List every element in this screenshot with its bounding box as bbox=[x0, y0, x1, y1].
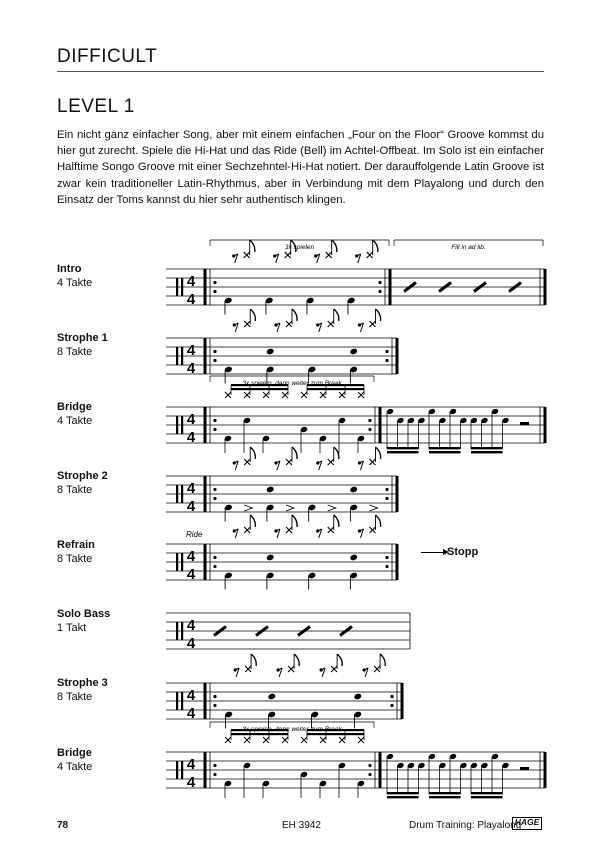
note-beam bbox=[429, 451, 461, 453]
accent-mark bbox=[369, 505, 377, 511]
percussion-clef bbox=[181, 692, 183, 710]
repeat-dot bbox=[368, 428, 371, 431]
note-beam bbox=[429, 447, 461, 449]
section-label-intro: Intro 4 Takte bbox=[57, 263, 93, 289]
staff-strophe-3 bbox=[166, 654, 402, 729]
note-flag bbox=[334, 447, 339, 459]
repeat-dot bbox=[213, 556, 216, 559]
snare-drum-note bbox=[353, 693, 362, 701]
time-signature-top: 4 bbox=[186, 342, 196, 359]
snare-drum-note bbox=[266, 554, 275, 562]
repeat-bracket bbox=[210, 240, 389, 251]
note-flag bbox=[292, 447, 297, 459]
note-beam bbox=[307, 733, 364, 735]
time-signature-bottom: 4 bbox=[186, 705, 196, 722]
repeat-dot bbox=[213, 290, 216, 293]
time-signature-top: 4 bbox=[186, 480, 196, 497]
percussion-clef bbox=[176, 278, 178, 296]
note-flag bbox=[373, 240, 378, 252]
staff-refrain bbox=[166, 505, 397, 590]
repeat-dot bbox=[213, 695, 216, 698]
eighth-rest bbox=[232, 254, 235, 257]
time-signature-top: 4 bbox=[186, 273, 196, 290]
note-flag bbox=[294, 654, 299, 666]
section-label-bridge-2: Bridge 4 Takte bbox=[57, 747, 93, 773]
note-flag bbox=[337, 654, 342, 666]
section-label-strophe-2: Strophe 2 8 Takte bbox=[57, 470, 108, 496]
section-label-refrain: Refrain 8 Takte bbox=[57, 539, 95, 565]
note-flag bbox=[334, 515, 339, 527]
snare-drum-note bbox=[349, 348, 358, 356]
publisher-logo: HAGE bbox=[512, 817, 542, 830]
section-heading: DIFFICULT bbox=[57, 46, 158, 67]
repeat-dot bbox=[385, 556, 388, 559]
note-beam bbox=[231, 733, 288, 735]
note-flag bbox=[250, 447, 255, 459]
time-signature-bottom: 4 bbox=[186, 360, 196, 377]
note-flag bbox=[375, 515, 380, 527]
repeat-dot bbox=[213, 428, 216, 431]
time-signature-top: 4 bbox=[186, 411, 196, 428]
section-label-strophe-1: Strophe 1 8 Takte bbox=[57, 332, 108, 358]
time-signature-bottom: 4 bbox=[186, 635, 196, 652]
staff-bridge-2 bbox=[166, 729, 545, 798]
repeat-dot bbox=[213, 488, 216, 491]
percussion-clef bbox=[181, 622, 183, 640]
time-signature-bottom: 4 bbox=[186, 498, 196, 515]
catalog-code: EH 3942 bbox=[282, 820, 321, 831]
note-flag bbox=[334, 309, 339, 321]
percussion-clef bbox=[176, 692, 178, 710]
percussion-clef bbox=[176, 347, 178, 365]
repeat-dot bbox=[213, 764, 216, 767]
bracket-label: 3x spielen bbox=[284, 244, 315, 251]
repeat-dot bbox=[213, 281, 216, 284]
repeat-dot bbox=[390, 704, 393, 707]
time-signature-top: 4 bbox=[186, 756, 196, 773]
percussion-clef bbox=[181, 278, 183, 296]
note-flag bbox=[250, 240, 255, 252]
note-beam bbox=[429, 792, 461, 794]
note-beam bbox=[471, 796, 503, 798]
time-signature-top: 4 bbox=[186, 548, 196, 565]
stopp-indicator: Stopp bbox=[421, 546, 478, 558]
snare-drum-note bbox=[266, 486, 275, 494]
note-flag bbox=[250, 515, 255, 527]
section-label-strophe-3: Strophe 3 8 Takte bbox=[57, 677, 108, 703]
note-beam bbox=[471, 792, 503, 794]
note-flag bbox=[250, 309, 255, 321]
time-signature-bottom: 4 bbox=[186, 429, 196, 446]
staff-bridge-1 bbox=[166, 384, 545, 453]
percussion-clef bbox=[181, 761, 183, 779]
repeat-dot bbox=[378, 290, 381, 293]
intro-paragraph: Ein nicht ganz einfacher Song, aber mit einem einfachen „Four on the Floor“ Groove kommst du hier gut zurecht. Spiele die Hi-Hat und das Ride (Bell) im Achtel-Offbeat. Im Solo ist ein einfacher Halftime Songo Groove mit einer Sechzehntel-Hi-Hat notiert. Der darauffolgende Latin Groove ist zwar kein traditioneller Latin-Rhythmus, aber in Verbindung mit dem Playalong und durch den Einsatz der Toms kannst du hier sehr authentisch klingen. bbox=[57, 129, 544, 206]
staff-intro bbox=[166, 240, 545, 315]
arrow-right-icon bbox=[421, 552, 445, 553]
note-beam bbox=[471, 447, 503, 449]
bracket-label: 3x spielen, dann weiter zum Break bbox=[242, 726, 342, 733]
time-signature-top: 4 bbox=[186, 617, 196, 634]
book-title: Drum Training: Playalong bbox=[409, 820, 522, 831]
accent-mark bbox=[244, 505, 252, 511]
note-beam bbox=[387, 796, 419, 798]
snare-drum-note bbox=[349, 554, 358, 562]
note-flag bbox=[292, 309, 297, 321]
repeat-dot bbox=[368, 773, 371, 776]
repeat-dot bbox=[213, 565, 216, 568]
section-label-bridge-1: Bridge 4 Takte bbox=[57, 401, 93, 427]
repeat-dot bbox=[213, 497, 216, 500]
accent-mark bbox=[328, 505, 336, 511]
snare-drum-note bbox=[349, 486, 358, 494]
repeat-dot bbox=[385, 565, 388, 568]
fill-bracket bbox=[394, 240, 543, 251]
note-beam bbox=[471, 451, 503, 453]
staff-strophe-1 bbox=[166, 309, 397, 384]
percussion-clef bbox=[181, 416, 183, 434]
note-flag bbox=[380, 654, 385, 666]
note-beam bbox=[231, 388, 288, 390]
repeat-dot bbox=[390, 695, 393, 698]
staff-solo-bass bbox=[166, 613, 410, 652]
repeat-dot bbox=[213, 773, 216, 776]
note-beam bbox=[387, 447, 419, 449]
repeat-dot bbox=[213, 704, 216, 707]
time-signature-bottom: 4 bbox=[186, 566, 196, 583]
level-title: LEVEL 1 bbox=[57, 96, 135, 117]
snare-drum-note bbox=[266, 348, 275, 356]
time-signature-bottom: 4 bbox=[186, 774, 196, 791]
note-flag bbox=[251, 654, 256, 666]
half-rest bbox=[520, 767, 529, 770]
repeat-dot bbox=[385, 497, 388, 500]
percussion-clef bbox=[181, 485, 183, 503]
repeat-dot bbox=[213, 419, 216, 422]
section-label-solo-bass: Solo Bass 1 Takt bbox=[57, 608, 111, 634]
time-signature-top: 4 bbox=[186, 687, 196, 704]
repeat-dot bbox=[385, 488, 388, 491]
page-number: 78 bbox=[57, 820, 69, 831]
note-beam bbox=[387, 792, 419, 794]
repeat-dot bbox=[213, 350, 216, 353]
percussion-clef bbox=[181, 553, 183, 571]
staff-strophe-2 bbox=[166, 447, 397, 522]
note-flag bbox=[332, 240, 337, 252]
percussion-clef bbox=[176, 761, 178, 779]
snare-drum-note bbox=[267, 693, 276, 701]
ride-annotation: Ride bbox=[186, 530, 203, 539]
note-flag bbox=[375, 447, 380, 459]
note-flag bbox=[375, 309, 380, 321]
repeat-dot bbox=[368, 764, 371, 767]
half-rest bbox=[520, 422, 529, 425]
percussion-clef bbox=[176, 416, 178, 434]
accent-mark bbox=[286, 505, 294, 511]
percussion-clef bbox=[176, 485, 178, 503]
time-signature-bottom: 4 bbox=[186, 291, 196, 308]
repeat-dot bbox=[385, 350, 388, 353]
percussion-clef bbox=[176, 622, 178, 640]
repeat-bracket bbox=[210, 722, 374, 733]
note-beam bbox=[307, 388, 364, 390]
bracket-label: 3x spielen, dann weiter zum Break bbox=[242, 380, 342, 387]
repeat-dot bbox=[368, 419, 371, 422]
percussion-clef bbox=[176, 553, 178, 571]
note-beam bbox=[429, 796, 461, 798]
note-flag bbox=[292, 515, 297, 527]
repeat-dot bbox=[213, 359, 216, 362]
percussion-clef bbox=[181, 347, 183, 365]
repeat-dot bbox=[385, 359, 388, 362]
repeat-dot bbox=[378, 281, 381, 284]
bracket-label: Fill in ad lib. bbox=[451, 244, 486, 251]
note-beam bbox=[387, 451, 419, 453]
